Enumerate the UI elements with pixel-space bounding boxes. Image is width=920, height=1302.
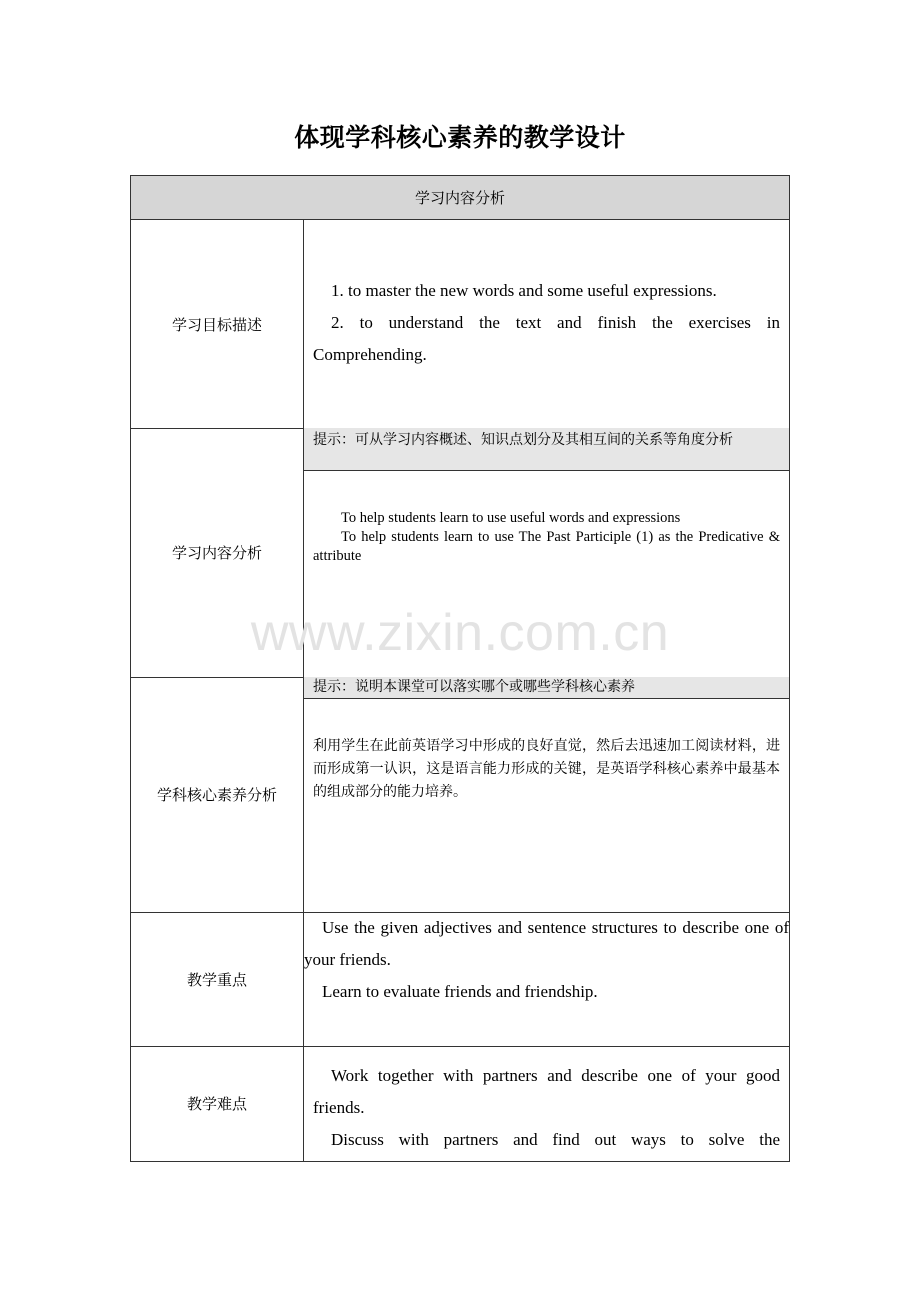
content-paragraph: To help students learn to use The Past Participle (1) as the Predicative & attribute xyxy=(313,529,780,564)
row-label-core-literacy: 学科核心素养分析 xyxy=(130,677,304,913)
core-literacy-paragraph: 利用学生在此前英语学习中形成的良好直觉，然后去迅速加工阅读材料，进而形成第一认识，这是语言能力形成的关键，是英语学科核心素养中最基本的组成部分的能力培养。 xyxy=(313,738,780,800)
focus-paragraph: Use the given adjectives and sentence structures to describe one of your friends. xyxy=(304,918,789,969)
row-content-teaching-focus xyxy=(303,912,790,1047)
difficulty-paragraph: Work together with partners and describe one of your good friends. xyxy=(313,1066,780,1117)
row-label-teaching-difficulty: 教学难点 xyxy=(130,1046,304,1162)
row-content-content-analysis xyxy=(303,470,790,678)
table-header: 学习内容分析 xyxy=(130,175,790,220)
content-paragraph: To help students learn to use useful words and expressions xyxy=(341,510,681,526)
row-content-core-literacy xyxy=(303,698,790,913)
row-label-teaching-focus: 教学重点 xyxy=(130,912,304,1047)
row-label-learning-objectives: 学习目标描述 xyxy=(130,220,304,429)
objective-paragraph: 1. to master the new words and some useful expressions. xyxy=(331,281,717,300)
row-label-content-analysis: 学习内容分析 xyxy=(130,428,304,678)
watermark: www.zixin.com.cn xyxy=(250,604,670,662)
objective-paragraph: 2. to understand the text and finish the exercises in Comprehending. xyxy=(313,313,780,364)
row-content-teaching-difficulty xyxy=(303,1046,790,1162)
row-content-learning-objectives xyxy=(303,220,790,429)
content-analysis-hint: 提示：可从学习内容概述、知识点划分及其相互间的关系等角度分析 xyxy=(303,428,790,471)
core-literacy-hint: 提示：说明本课堂可以落实哪个或哪些学科核心素养 xyxy=(303,677,790,699)
difficulty-paragraph: Discuss with partners and find out ways to solve the xyxy=(331,1130,780,1149)
focus-paragraph: Learn to evaluate friends and friendship. xyxy=(322,982,598,1001)
document-title: 体现学科核心素养的教学设计 xyxy=(294,123,626,152)
